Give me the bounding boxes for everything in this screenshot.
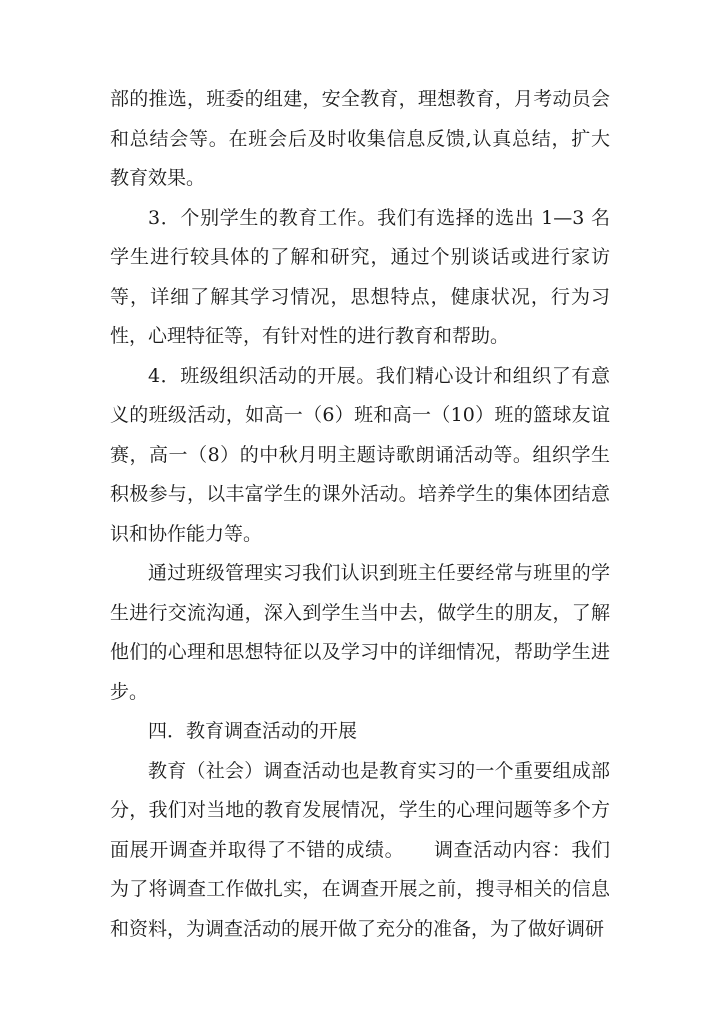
document-body — [110, 80, 610, 949]
paragraph-class-management-summary: 通过班级管理实习我们认识到班主任要经常与班里的学生进行交流沟通，深入到学生当中去，做学生的朋友，了解他们的心理和思想特征以及学习中的详细情况，帮助学生进步。 — [110, 562, 610, 703]
paragraph-individual-education: 3．个别学生的教育工作。我们有选择的选出 1—3 名学生进行较具体的了解和研究，通过个别谈话或进行家访等，详细了解其学习情况，思想特点，健康状况，行为习性，心理特征等，有针对性的进行教育和帮助。 — [110, 206, 610, 347]
paragraph-continuation: 部的推选，班委的组建，安全教育，理想教育，月考动员会和总结会等。在班会后及时收集信息反馈,认真总结，扩大教育效果。 — [110, 88, 610, 189]
paragraph-survey-activities: 教育（社会）调查活动也是教育实习的一个重要组成部分，我们对当地的教育发展情况，学生的心理问题等多个方面展开调查并取得了不错的成绩。 调查活动内容：我们为了将调查工作做扎实，在调查开展之前，搜寻相关的信息和资料，为调查活动的展开做了充分的准备，为了做好调研 — [110, 759, 610, 940]
section-heading-education-survey: 四．教育调查活动的开展 — [148, 720, 358, 742]
paragraph-class-activities: 4．班级组织活动的开展。我们精心设计和组织了有意义的班级活动，如高一（6）班和高一（10）班的篮球友谊赛，高一（8）的中秋月明主题诗歌朗诵活动等。组织学生积极参与，以丰富学生的课外活动。培养学生的集体团结意识和协作能力等。 — [110, 364, 610, 545]
